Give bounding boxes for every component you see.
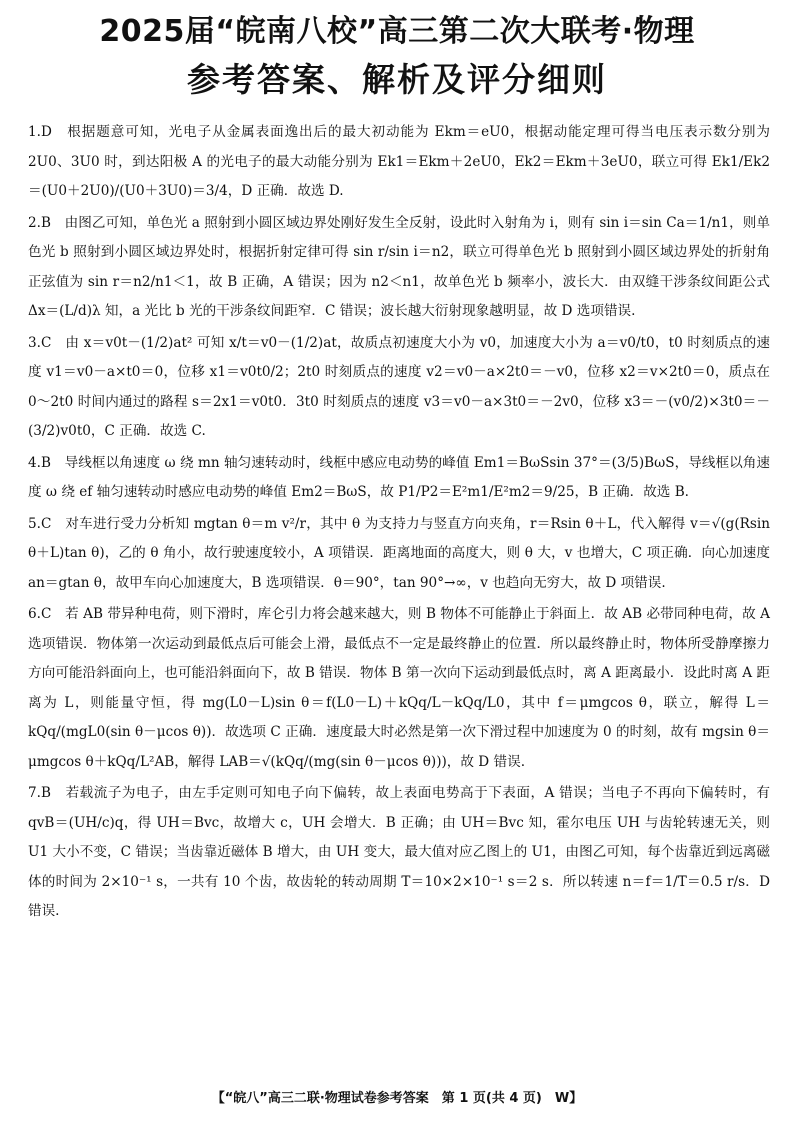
answer-text: 由 x＝v0t－(1/2)at² 可知 x/t＝v0－(1/2)at，故质点初速度大小为 v0，加速度大小为 a＝v0/t0，t0 时刻质点的速度 v1＝v0－a×t0＝0，位移 x1＝v0t0/2；2t0 时刻质点的速度 v2＝v0－a×2t0＝－v0，位移 x2＝v×2t0＝0，质点在 0～2t0 时间内通过的路程 s＝2x1＝v0t0．3t0 时刻质点的速度 v3＝v0－a×3t0＝－2v0，位移 x3＝－(v0/2)×3t0＝－(3/2)v0t0，C 正确．故选 C. [28, 334, 771, 439]
answer-text: 若 AB 带异种电荷，则下滑时，库仑引力将会越来越大，则 B 物体不可能静止于斜面上．故 AB 必带同种电荷，故 A 选项错误．物体第一次运动到最低点后可能会上滑，最低点不一定是最终静止的位置．所以最终静止时，物体所受静摩擦力方向可能沿斜面向上，也可能沿斜面向下，故 B 错误．物体 B 第一次向下运动到最低点时，离 A 距离最小．设此时离 A 距离为 L，则能量守恒，得 mg(L0－L)sin θ＝f(L0－L)＋kQq/L－kQq/L0，其中 f＝μmgcos θ，联立，解得 L＝kQq/(mgL0(sin θ－μcos θ))．故选项 C 正确．速度最大时必然是第一次下滑过程中加速度为 0 的时刻，故有 mgsin θ＝μmgcos θ＋kQq/L²AB，解得 LAB＝√(kQq/(mg(sin θ－μcos θ)))，故 D 错误. [28, 606, 770, 770]
answer-number: 1.D [28, 124, 52, 140]
answer-text: 对车进行受力分析知 mgtan θ＝m v²/r，其中 θ 为支持力与竖直方向夹角，r＝Rsin θ＋L，代入解得 v＝√(g(Rsin θ＋L)tan θ)，乙的 θ 角小，故行驶速度较小，A 项错误．距离地面的高度大，则 θ 大，v 也增大，C 项正确．向心加速度 an＝gtan θ，故甲车向心加速度大，B 选项错误．θ＝90°，tan 90°→∞，v 也趋向无穷大，故 D 项错误. [28, 515, 770, 591]
answer-number: 4.B [28, 454, 51, 471]
page-footer: 【“皖八”高三二联·物理试卷参考答案 第 1 页(共 4 页) W】 [211, 1091, 583, 1106]
answer-number: 3.C [28, 334, 52, 351]
page-title: 2025届“皖南八校”高三第二次大联考·物理 [99, 14, 695, 49]
answer-item-4 [28, 449, 770, 508]
answer-item-2 [28, 209, 770, 327]
answer-text: 导线框以角速度 ω 绕 mn 轴匀速转动时，线框中感应电动势的峰值 Em1＝BωSsin 37°＝(3/5)BωS，导线框以角速度 ω 绕 ef 轴匀速转动时感应电动势的峰值 Em2＝BωS，故 P1/P2＝E²m1/E²m2＝9/25，B 正确．故选 B. [28, 454, 770, 500]
answer-text: 由图乙可知，单色光 a 照射到小圆区域边界处刚好发生全反射，设此时入射角为 i，则有 sin i＝sin Ca＝1/n1，则单色光 b 照射到小圆区域边界处时，根据折射定律可得 sin r/sin i＝n2，联立可得单色光 b 照射到小圆区域边界处的折射角正弦值为 sin r＝n2/n1＜1，故 B 正确，A 错误；因为 n2＜n1，故单色光 b 频率小，波长大．由双缝干涉条纹间距公式 Δx＝(L/d)λ 知，a 光比 b 光的干涉条纹间距窄．C 错误；波长越大衍射现象越明显，故 D 选项错误. [28, 214, 770, 319]
answer-item-6 [28, 600, 770, 777]
answer-number: 6.C [28, 606, 52, 622]
answer-item-5 [28, 510, 770, 599]
answer-text: 根据题意可知，光电子从金属表面逸出后的最大初动能为 Ekm＝eU0，根据动能定理可得当电压表示数分别为 2U0、3U0 时，到达阳极 A 的光电子的最大动能分别为 Ek1＝Ekm＋2eU0，Ek2＝Ekm＋3eU0，联立可得 Ek1/Ek2 ＝(U0＋2U0)/(U0＋3U0)＝3/4，D 正确．故选 D. [28, 124, 770, 199]
answer-text: 若载流子为电子，由左手定则可知电子向下偏转，故上表面电势高于下表面，A 错误；当电子不再向下偏转时，有 qvB＝(UH/c)q，得 UH＝Bvc，故增大 c，UH 会增大．B 正确；由 UH＝Bvc 知，霍尔电压 UH 与齿轮转速无关，则 U1 大小不变，C 错误；当齿靠近磁体 B 增大，由 UH 变大，最大值对应乙图上的 U1，由图乙可知，每个齿靠近到远离磁体的时间为 2×10⁻¹ s，一共有 10 个齿，故齿轮的转动周期 T＝10×2×10⁻¹ s＝2 s．所以转速 n＝f＝1/T＝0.5 r/s．D 错误. [28, 785, 771, 919]
answer-item-1 [28, 118, 770, 207]
answer-item-3 [28, 329, 770, 447]
answer-item-7 [28, 779, 770, 927]
page-subtitle: 参考答案、解析及评分细则 [187, 60, 607, 99]
answer-number: 2.B [28, 214, 51, 231]
answer-number: 7.B [28, 785, 51, 801]
answer-list [28, 118, 770, 929]
answer-number: 5.C [28, 515, 52, 532]
